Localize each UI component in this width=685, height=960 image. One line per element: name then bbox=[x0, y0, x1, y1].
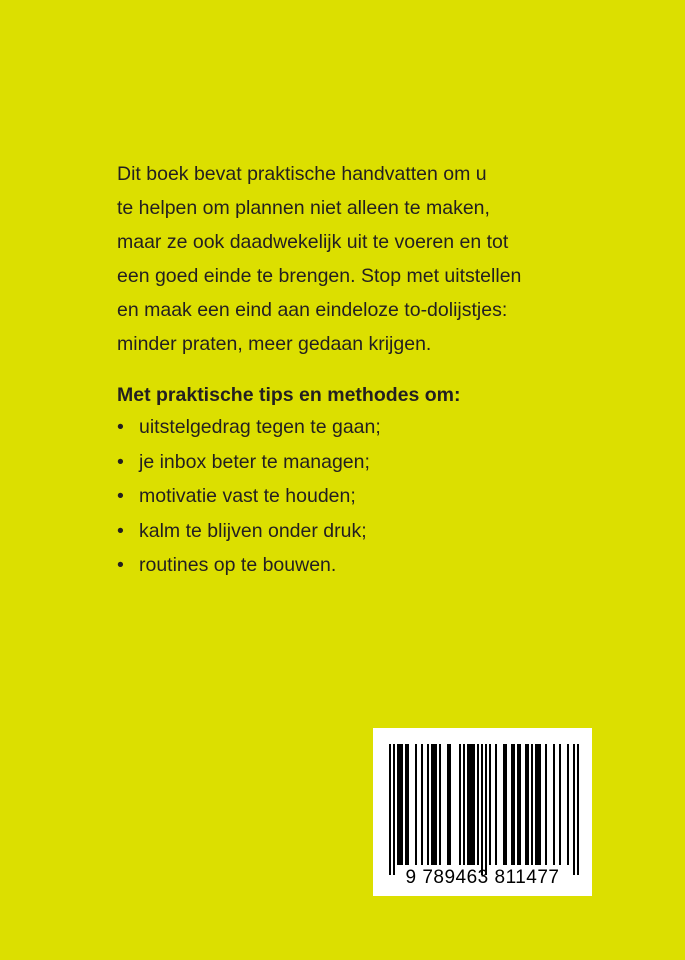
barcode-bar bbox=[389, 744, 391, 875]
barcode-bar bbox=[577, 744, 579, 875]
barcode-bar bbox=[447, 744, 451, 865]
barcode-bar bbox=[545, 744, 547, 865]
description-paragraph bbox=[117, 157, 617, 361]
bullet-icon: • bbox=[117, 416, 124, 438]
isbn-number: 9 789463 811477 bbox=[405, 867, 560, 888]
tip-text: kalm te blijven onder druk; bbox=[139, 519, 367, 542]
barcode-bar bbox=[553, 744, 555, 865]
bullet-icon: • bbox=[117, 485, 124, 507]
barcode-bar bbox=[535, 744, 541, 865]
list-item bbox=[117, 548, 381, 583]
tip-text: motivatie vast te houden; bbox=[139, 485, 356, 507]
tips-list bbox=[117, 410, 381, 583]
list-item bbox=[117, 445, 381, 480]
barcode-bar bbox=[517, 744, 521, 865]
barcode-bar bbox=[427, 744, 429, 865]
barcode-bar bbox=[405, 744, 409, 865]
barcode-bar bbox=[525, 744, 529, 865]
bullet-icon: • bbox=[117, 450, 124, 473]
barcode-bar bbox=[459, 744, 461, 865]
barcode-bar bbox=[481, 744, 483, 875]
barcode-bar bbox=[439, 744, 441, 865]
bullet-icon: • bbox=[117, 554, 124, 576]
tip-text: uitstelgedrag tegen te gaan; bbox=[139, 416, 381, 438]
barcode-bar bbox=[531, 744, 533, 865]
barcode-bar bbox=[477, 744, 479, 865]
barcode-bar bbox=[567, 744, 569, 865]
description-line: maar ze ook daadwekelijk uit te voeren en tot bbox=[117, 231, 509, 253]
list-item bbox=[117, 479, 381, 514]
barcode-bar bbox=[431, 744, 437, 865]
barcode-bar bbox=[393, 744, 395, 875]
description-line: te helpen om plannen niet alleen te maken, bbox=[117, 197, 490, 219]
barcode-bar bbox=[489, 744, 491, 865]
barcode-bar bbox=[467, 744, 475, 865]
list-item bbox=[117, 514, 381, 549]
barcode-bar bbox=[503, 744, 507, 865]
tip-text: je inbox beter te managen; bbox=[139, 450, 370, 473]
barcode-bar bbox=[421, 744, 423, 865]
description-line: minder praten, meer gedaan krijgen. bbox=[117, 333, 432, 355]
list-item bbox=[117, 410, 381, 445]
barcode-bar bbox=[511, 744, 515, 865]
barcode bbox=[373, 728, 592, 896]
barcode-bar bbox=[397, 744, 403, 865]
barcode-bar bbox=[573, 744, 575, 875]
bullet-icon: • bbox=[117, 519, 124, 542]
barcode-bar bbox=[485, 744, 487, 875]
barcode-bar bbox=[415, 744, 417, 865]
tips-heading: Met praktische tips en methodes om: bbox=[117, 384, 461, 406]
tip-text: routines op te bouwen. bbox=[139, 554, 337, 576]
barcode-bar bbox=[463, 744, 465, 865]
description-line: Dit boek bevat praktische handvatten om u bbox=[117, 163, 487, 185]
description-line: en maak een eind aan eindeloze to-dolijstjes: bbox=[117, 299, 508, 321]
barcode-bar bbox=[495, 744, 497, 865]
description-line: een goed einde te brengen. Stop met uitstellen bbox=[117, 265, 522, 287]
barcode-bar bbox=[559, 744, 561, 865]
